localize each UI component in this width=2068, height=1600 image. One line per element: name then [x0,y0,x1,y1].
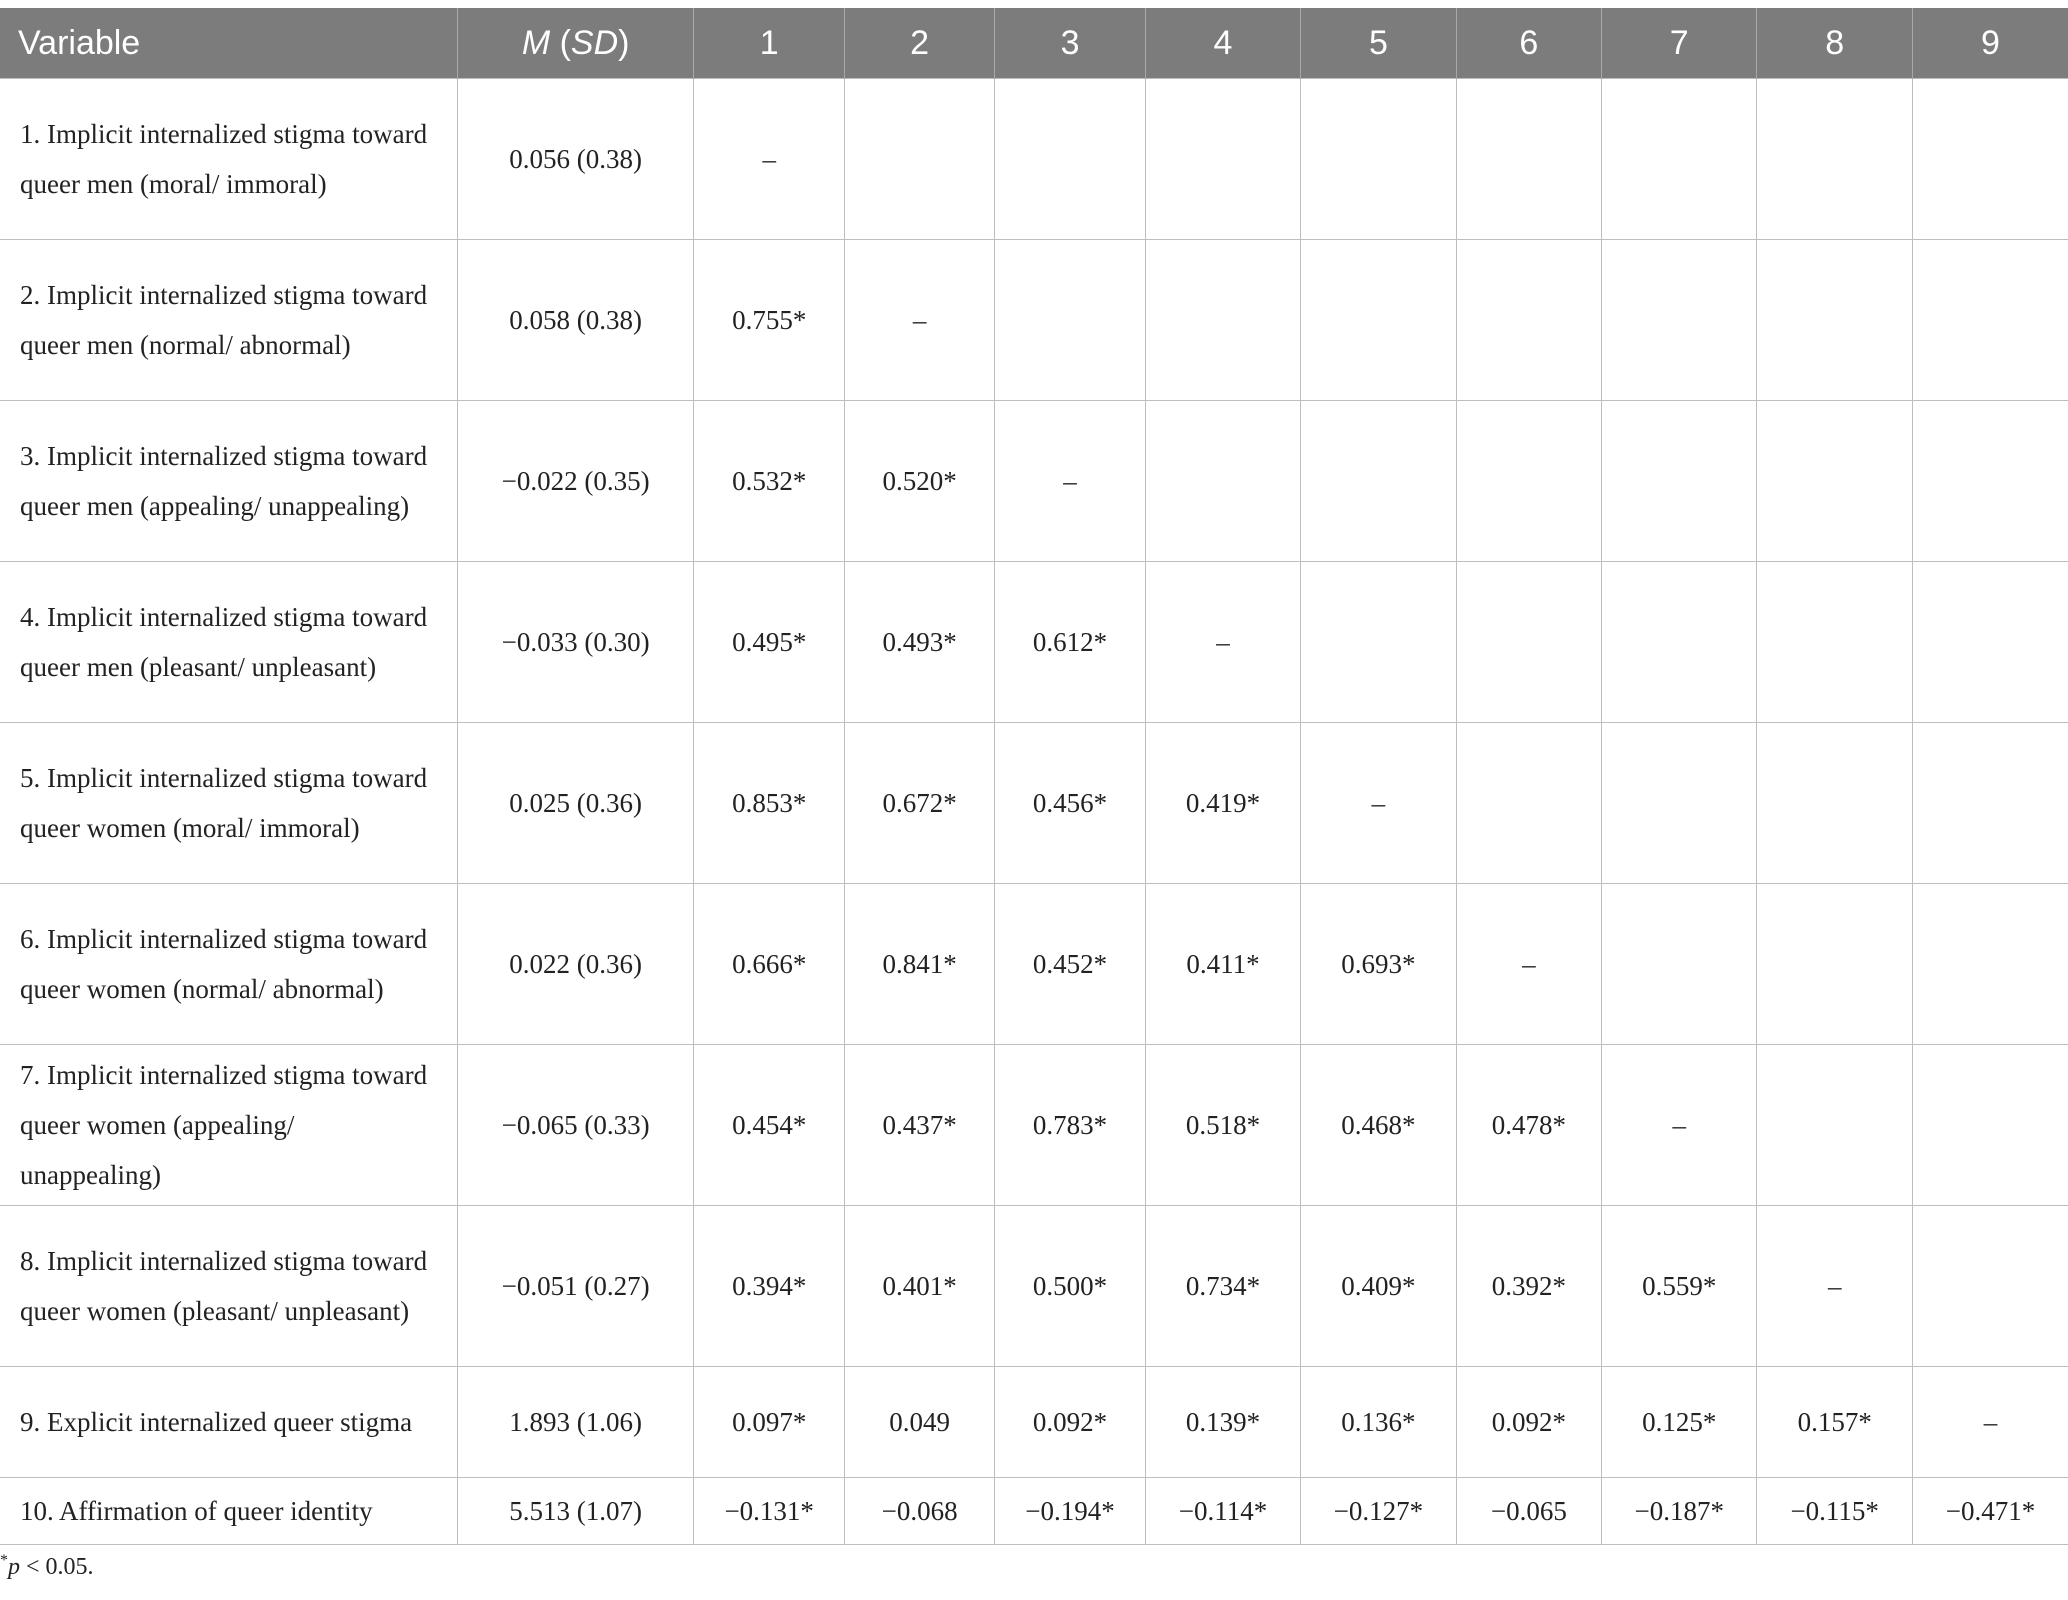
correlation-cell [1757,1045,1912,1206]
correlation-cell [1301,401,1456,562]
header-col-2: 2 [844,8,994,79]
footnote-p: p [8,1554,20,1580]
correlation-cell: 0.495* [694,562,844,723]
correlation-cell [1912,401,2068,562]
table-row [0,884,2068,1045]
correlation-cell [1145,240,1300,401]
correlation-cell: 0.518* [1145,1045,1300,1206]
correlation-cell: 0.693* [1301,884,1456,1045]
row-mean-sd: −0.033 (0.30) [457,562,694,723]
correlation-cell [1757,562,1912,723]
correlation-cell [1456,240,1601,401]
correlation-cell [1912,79,2068,240]
correlation-cell [1301,240,1456,401]
row-mean-sd: −0.051 (0.27) [457,1206,694,1367]
correlation-cell: – [1757,1206,1912,1367]
correlation-cell [1757,240,1912,401]
correlation-cell [1602,240,1757,401]
correlation-cell [1757,723,1912,884]
correlation-cell [1456,401,1601,562]
table-row [0,401,2068,562]
correlation-cell [1602,723,1757,884]
correlation-cell: −0.194* [995,1478,1145,1545]
correlation-cell: 0.409* [1301,1206,1456,1367]
row-variable-label: 1. Implicit internalized stigma toward queer men (moral/ immoral) [0,79,457,240]
correlation-cell: – [694,79,844,240]
correlation-cell: – [1912,1367,2068,1478]
correlation-cell: 0.394* [694,1206,844,1367]
correlation-cell: – [1301,723,1456,884]
table-body [0,79,2068,1545]
correlation-cell: 0.666* [694,884,844,1045]
correlation-cell: −0.131* [694,1478,844,1545]
correlation-cell: −0.114* [1145,1478,1300,1545]
correlation-table [0,8,2068,1545]
correlation-cell: 0.411* [1145,884,1300,1045]
correlation-cell: 0.049 [844,1367,994,1478]
row-variable-label: 10. Affirmation of queer identity [0,1478,457,1545]
correlation-cell [1301,79,1456,240]
correlation-cell: 0.456* [995,723,1145,884]
row-variable-label: 5. Implicit internalized stigma toward queer women (moral/ immoral) [0,723,457,884]
row-variable-label: 6. Implicit internalized stigma toward queer women (normal/ abnormal) [0,884,457,1045]
correlation-table-container [0,8,2068,1545]
correlation-cell: 0.783* [995,1045,1145,1206]
header-col-4: 4 [1145,8,1300,79]
correlation-cell: 0.437* [844,1045,994,1206]
correlation-cell [1456,562,1601,723]
header-col-8: 8 [1757,8,1912,79]
correlation-cell [1912,1045,2068,1206]
correlation-cell [1912,723,2068,884]
correlation-cell [1757,884,1912,1045]
correlation-cell: 0.097* [694,1367,844,1478]
correlation-cell: 0.559* [1602,1206,1757,1367]
correlation-cell: −0.471* [1912,1478,2068,1545]
table-row [0,1206,2068,1367]
correlation-cell [1912,884,2068,1045]
correlation-cell: −0.068 [844,1478,994,1545]
correlation-cell [1145,79,1300,240]
correlation-cell: 0.841* [844,884,994,1045]
correlation-cell: 0.500* [995,1206,1145,1367]
correlation-cell: 0.452* [995,884,1145,1045]
correlation-cell: 0.157* [1757,1367,1912,1478]
row-variable-label: 3. Implicit internalized stigma toward queer men (appealing/ unappealing) [0,401,457,562]
correlation-cell: −0.187* [1602,1478,1757,1545]
correlation-cell: 0.520* [844,401,994,562]
footnote-text: < 0.05. [20,1554,94,1580]
header-m: M [521,23,551,62]
correlation-cell: 0.478* [1456,1045,1601,1206]
table-row [0,1367,2068,1478]
correlation-cell [1912,240,2068,401]
correlation-cell: 0.468* [1301,1045,1456,1206]
row-mean-sd: 5.513 (1.07) [457,1478,694,1545]
header-row [0,8,2068,79]
table-row [0,79,2068,240]
header-variable: Variable [0,8,457,79]
header-sd: SD [570,23,619,62]
correlation-cell: 0.392* [1456,1206,1601,1367]
correlation-cell: 0.734* [1145,1206,1300,1367]
correlation-cell: 0.092* [995,1367,1145,1478]
correlation-cell: −0.065 [1456,1478,1601,1545]
header-col-7: 7 [1602,8,1757,79]
correlation-cell: – [1602,1045,1757,1206]
header-col-3: 3 [995,8,1145,79]
correlation-cell: 0.532* [694,401,844,562]
row-mean-sd: 1.893 (1.06) [457,1367,694,1478]
table-row [0,1045,2068,1206]
header-col-1: 1 [694,8,844,79]
correlation-cell [1602,562,1757,723]
correlation-cell: −0.115* [1757,1478,1912,1545]
correlation-cell [1602,884,1757,1045]
row-mean-sd: −0.065 (0.33) [457,1045,694,1206]
correlation-cell [1757,401,1912,562]
row-variable-label: 9. Explicit internalized queer stigma [0,1367,457,1478]
correlation-cell: 0.493* [844,562,994,723]
header-col-5: 5 [1301,8,1456,79]
correlation-cell: 0.672* [844,723,994,884]
table-row [0,562,2068,723]
correlation-cell: 0.136* [1301,1367,1456,1478]
row-mean-sd: 0.058 (0.38) [457,240,694,401]
row-variable-label: 4. Implicit internalized stigma toward queer men (pleasant/ unpleasant) [0,562,457,723]
correlation-cell: 0.139* [1145,1367,1300,1478]
correlation-cell [995,240,1145,401]
correlation-cell: 0.401* [844,1206,994,1367]
row-mean-sd: −0.022 (0.35) [457,401,694,562]
row-variable-label: 8. Implicit internalized stigma toward queer women (pleasant/ unpleasant) [0,1206,457,1367]
row-mean-sd: 0.022 (0.36) [457,884,694,1045]
row-variable-label: 2. Implicit internalized stigma toward queer men (normal/ abnormal) [0,240,457,401]
correlation-cell: – [995,401,1145,562]
table-row [0,240,2068,401]
correlation-cell [1602,79,1757,240]
correlation-cell: 0.755* [694,240,844,401]
correlation-cell [844,79,994,240]
table-row [0,1478,2068,1545]
correlation-cell: – [844,240,994,401]
correlation-cell [1145,401,1300,562]
correlation-cell: 0.853* [694,723,844,884]
correlation-cell: – [1145,562,1300,723]
correlation-cell [1912,1206,2068,1367]
header-m-sd: M (SD) [457,8,694,79]
correlation-cell: – [1456,884,1601,1045]
correlation-cell: 0.125* [1602,1367,1757,1478]
footnote [0,1552,94,1581]
correlation-cell: 0.092* [1456,1367,1601,1478]
correlation-cell [995,79,1145,240]
correlation-cell [1456,723,1601,884]
correlation-cell [1757,79,1912,240]
footnote-marker: * [0,1552,8,1569]
correlation-cell: −0.127* [1301,1478,1456,1545]
table-row [0,723,2068,884]
correlation-cell [1912,562,2068,723]
correlation-cell [1301,562,1456,723]
correlation-cell: 0.419* [1145,723,1300,884]
header-col-6: 6 [1456,8,1601,79]
row-mean-sd: 0.025 (0.36) [457,723,694,884]
correlation-cell [1602,401,1757,562]
correlation-cell [1456,79,1601,240]
correlation-cell: 0.612* [995,562,1145,723]
row-variable-label: 7. Implicit internalized stigma toward queer women (appealing/ unappealing) [0,1045,457,1206]
header-col-9: 9 [1912,8,2068,79]
row-mean-sd: 0.056 (0.38) [457,79,694,240]
correlation-cell: 0.454* [694,1045,844,1206]
